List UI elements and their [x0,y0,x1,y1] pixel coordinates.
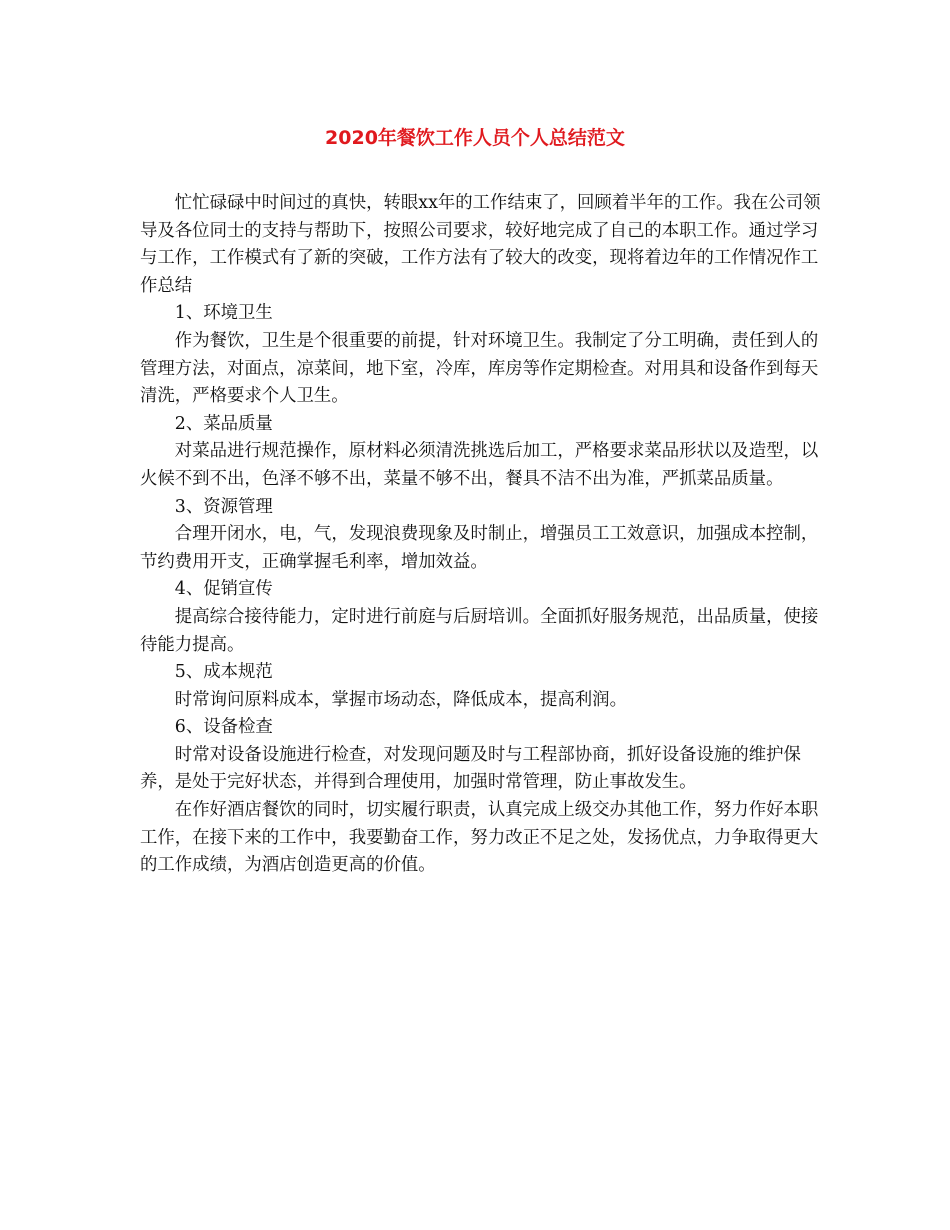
section-paragraph-dish-quality: 对菜品进行规范操作，原材料必须清洗挑选后加工，严格要求菜品形状以及造型，以火候不到不出，色泽不够不出，菜量不够不出，餐具不洁不出为准，严抓菜品质量。 [140,441,819,489]
section-heading-resources: 3、资源管理 [174,496,273,517]
document-title: 2020年餐饮工作人员个人总结范文 [325,127,625,149]
section-paragraph-cost: 时常询问原料成本，掌握市场动态，降低成本，提高利润。 [174,689,627,710]
intro-paragraph: 忙忙碌碌中时间过的真快，转眼xx年的工作结束了，回顾着半年的工作。我在公司领导及各位同士的支持与帮助下，按照公司要求，较好地完成了自己的本职工作。通过学习与工作，工作模式有了新的突破，工作方法有了较大的改变，现将着边年的工作情况作工作总结 [140,193,821,296]
section-paragraph-environment: 作为餐饮，卫生是个很重要的前提，针对环境卫生。我制定了分工明确，责任到人的管理方法，对面点，凉菜间，地下室，冷库，库房等作定期检查。对用具和设备作到每天清洗，严格要求个人卫生。 [140,330,819,407]
document-body [140,190,830,880]
section-heading-equipment: 6、设备检查 [174,717,273,738]
section-heading-cost: 5、成本规范 [174,662,273,683]
section-paragraph-promotion: 提高综合接待能力，定时进行前庭与后厨培训。全面抓好服务规范，出品质量，使接待能力提高。 [140,606,819,655]
section-paragraph-equipment: 时常对设备设施进行检查，对发现问题及时与工程部协商，抓好设备设施的维护保养，是处于完好状态，并得到合理使用，加强时常管理，防止事故发生。 [140,744,801,793]
section-heading-environment: 1、环境卫生 [174,303,273,324]
closing-paragraph: 在作好酒店餐饮的同时，切实履行职责，认真完成上级交办其他工作，努力作好本职工作，在接下来的工作中，我要勤奋工作，努力改正不足之处，发扬优点，力争取得更大的工作成绩，为酒店创造更高的价值。 [140,800,819,876]
section-heading-promotion: 4、促销宣传 [174,579,273,600]
section-heading-dish-quality: 2、菜品质量 [174,413,273,434]
section-paragraph-resources: 合理开闭水，电，气，发现浪费现象及时制止，增强员工工效意识，加强成本控制，节约费用开支，正确掌握毛利率，增加效益。 [140,524,819,572]
